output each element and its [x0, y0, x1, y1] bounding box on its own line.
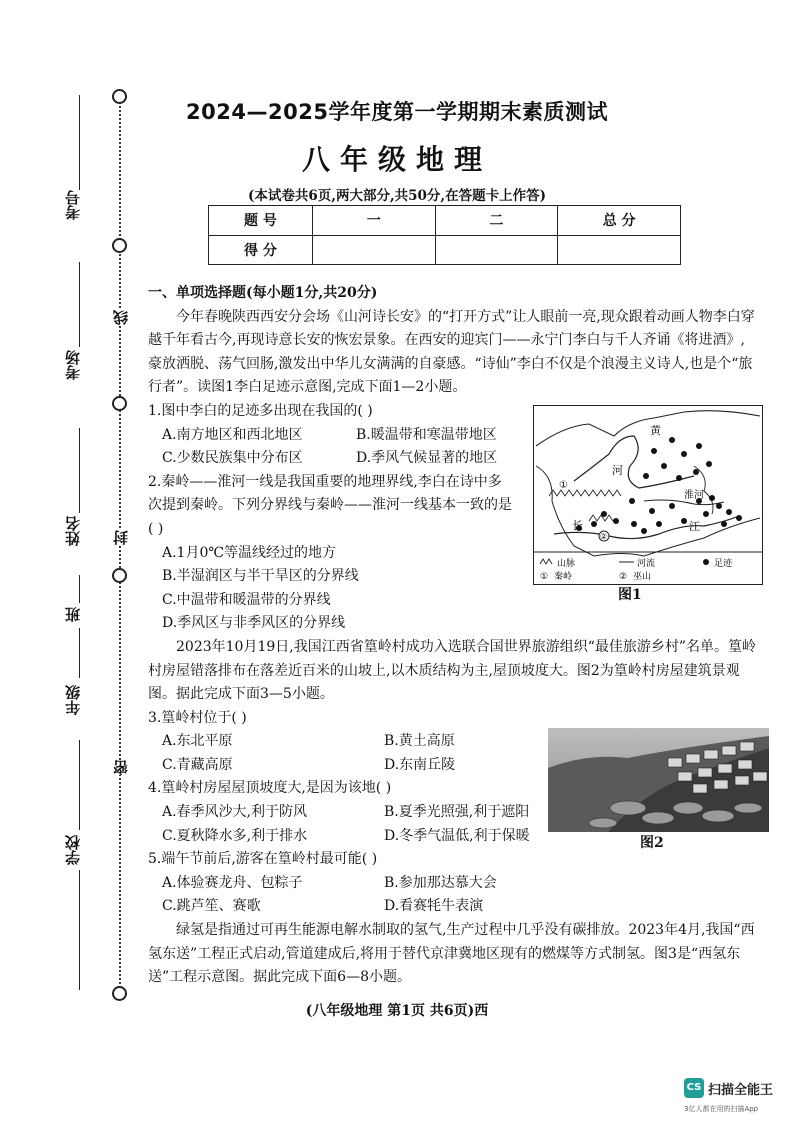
question-5-options-row	[148, 895, 758, 919]
school-line-2	[79, 870, 80, 990]
exam-room-label: 考场	[64, 350, 82, 380]
intro-passage-1: 今年春晚陕西西安分会场《山河诗长安》的“打开方式”让人眼前一亮,现众跟着动画人物李白穿越千年看古今,再现诗意长安的恢宏景象。在西安的迎宾门——永宁门李白与千人齐诵《将进酒》,豪放洒脱、荡气回肠,激发出中华儿女满满的自豪感。“诗仙”李白不仅是个浪漫主义诗人,也是个“旅行者”。读图1李白足迹示意图,完成下面1—2小题。	[148, 308, 755, 396]
scanner-logo: CS	[684, 1078, 704, 1098]
q1-option-b[interactable]: B.暖温带和寒温带地区	[356, 426, 497, 443]
q4-option-a[interactable]: A.春季风沙大,利于防风	[162, 804, 308, 821]
q3-option-c[interactable]: C.青藏高原	[162, 756, 233, 773]
question-5-options-row	[148, 872, 758, 896]
score-header-part2: 二	[435, 206, 558, 236]
binding-ring	[112, 238, 127, 253]
legend-footprint: 足迹	[714, 559, 733, 569]
score-cell[interactable]	[312, 235, 435, 265]
score-row-label: 得 分	[209, 235, 313, 265]
page-footer: (八年级地理 第1页 共6页)西	[305, 1003, 489, 1019]
label-mark-2: ②	[600, 532, 608, 541]
label-chang: 长	[572, 519, 583, 532]
score-header-part1: 一	[312, 206, 435, 236]
scanner-app-name: 扫描全能王	[708, 1083, 774, 1098]
q2-option-c[interactable]: C.中温带和暖温带的分界线	[162, 591, 331, 608]
q2-option-a[interactable]: A.1月0℃等温线经过的地方	[162, 544, 337, 561]
binding-ring	[112, 986, 127, 1001]
class-line	[79, 575, 80, 603]
q4-option-d[interactable]: D.冬季气温低,利于保暖	[384, 827, 530, 844]
q3-option-d[interactable]: D.东南丘陵	[384, 756, 456, 773]
q5-option-d[interactable]: D.看赛牦牛表演	[384, 898, 484, 915]
question-4: 4.篁岭村房屋屋顶坡度大,是因为该地( )	[148, 780, 392, 797]
name-line	[79, 428, 80, 513]
exam-title: 2024—2025学年度第一学期期末素质测试	[186, 100, 608, 124]
label-mark-1: ①	[559, 480, 568, 491]
score-table	[208, 205, 681, 265]
intro-passage-2: 2023年10月19日,我国江西省篁岭村成功入选联合国世界旅游组织“最佳旅游乡村”名单。篁岭村房屋错落排布在落差近百米的山坡上,以木质结构为主,屋顶坡度大。图2为篁岭村房屋建筑景观图。据此完成下面3—5小题。	[148, 638, 757, 703]
q2-option-d[interactable]: D.季风区与非季风区的分界线	[162, 615, 346, 632]
question-content	[148, 282, 758, 990]
footprint-map-svg	[534, 406, 762, 584]
figure-2-caption: 图2	[640, 835, 664, 851]
school-line	[79, 740, 80, 830]
binding-char-dense: 密	[112, 760, 130, 775]
q1-option-c[interactable]: C.少数民族集中分布区	[162, 450, 303, 467]
score-header-label: 题 号	[209, 206, 313, 236]
label-huang: 黄	[650, 424, 661, 437]
footprint-dots	[576, 437, 742, 534]
figure-2-photo	[548, 728, 769, 832]
q5-option-a[interactable]: A.体验赛龙舟、包粽子	[162, 874, 303, 891]
section-heading: 一、单项选择题(每小题1分,共20分)	[148, 285, 378, 301]
village-photo-svg	[548, 728, 769, 832]
legend-river: 河流	[637, 559, 656, 569]
binding-char-line: 线	[112, 310, 130, 325]
score-header-total: 总 分	[558, 206, 681, 236]
score-cell[interactable]	[558, 235, 681, 265]
binding-ring	[112, 568, 127, 583]
q5-option-b[interactable]: B.参加那达慕大会	[384, 874, 497, 891]
question-2: 2.秦岭——淮河一线是我国重要的地理界线,李白在诗中多次提到秦岭。下列分界线与秦岭——淮河一线基本一致的是( )	[148, 473, 512, 537]
figure-1-map	[533, 405, 763, 585]
legend-wushan: 巫山	[633, 572, 652, 582]
intro-passage-3: 绿氢是指通过可再生能源电解水制取的氢气,生产过程中几乎没有碳排放。2023年4月,我国“西氢东送”工程正式启动,管道建成后,将用于替代京津冀地区现有的燃煤等方式制氢。图3是“西氢东送”工程示意图。据此完成下面6—8小题。	[148, 922, 755, 986]
label-jiang: 江	[689, 520, 700, 533]
question-1: 1.图中李白的足迹多出现在我国的( )	[148, 402, 373, 419]
q1-option-d[interactable]: D.季风气候显著的地区	[356, 450, 498, 467]
scanner-watermark	[684, 1078, 794, 1118]
q3-option-b[interactable]: B.黄土高原	[384, 733, 455, 750]
subject-title: 八年级地理	[301, 143, 492, 176]
q4-option-b[interactable]: B.夏季光照强,利于遮阳	[384, 804, 530, 821]
q1-option-a[interactable]: A.南方地区和西北地区	[162, 426, 303, 443]
grade-label: 年级	[64, 685, 82, 715]
question-5: 5.端午节前后,游客在篁岭村最可能( )	[148, 851, 378, 868]
label-huaihe: 淮河	[684, 490, 704, 501]
binding-ring	[112, 396, 127, 411]
legend-qinling: 秦岭	[554, 572, 573, 582]
exam-room-line	[79, 262, 80, 347]
school-label: 学校	[64, 835, 82, 865]
label-he: 河	[612, 464, 623, 477]
question-3: 3.篁岭村位于( )	[148, 709, 247, 726]
exam-note: (本试卷共6页,两大部分,共50分,在答题卡上作答)	[247, 188, 547, 204]
legend-mark-1: ①	[540, 572, 549, 582]
score-cell[interactable]	[435, 235, 558, 265]
figure-1-caption: 图1	[618, 587, 642, 603]
q4-option-c[interactable]: C.夏秋降水多,利于排水	[162, 827, 308, 844]
q3-option-a[interactable]: A.东北平原	[162, 733, 233, 750]
binding-dotted-line	[119, 95, 121, 995]
class-line-2	[79, 628, 80, 678]
class-label: 班	[64, 607, 82, 622]
q5-option-c[interactable]: C.跳芦笙、赛歌	[162, 898, 261, 915]
q2-option-b[interactable]: B.半湿润区与半干旱区的分界线	[162, 568, 359, 585]
exam-no-label: 考号	[64, 190, 82, 220]
name-label: 姓名	[64, 516, 82, 546]
scanner-app-tagline: 3亿人都在用的扫描App	[684, 1105, 759, 1113]
legend-mountain: 山脉	[557, 559, 576, 569]
legend-mark-2: ②	[619, 572, 628, 582]
binding-char-seal: 封	[112, 530, 130, 545]
